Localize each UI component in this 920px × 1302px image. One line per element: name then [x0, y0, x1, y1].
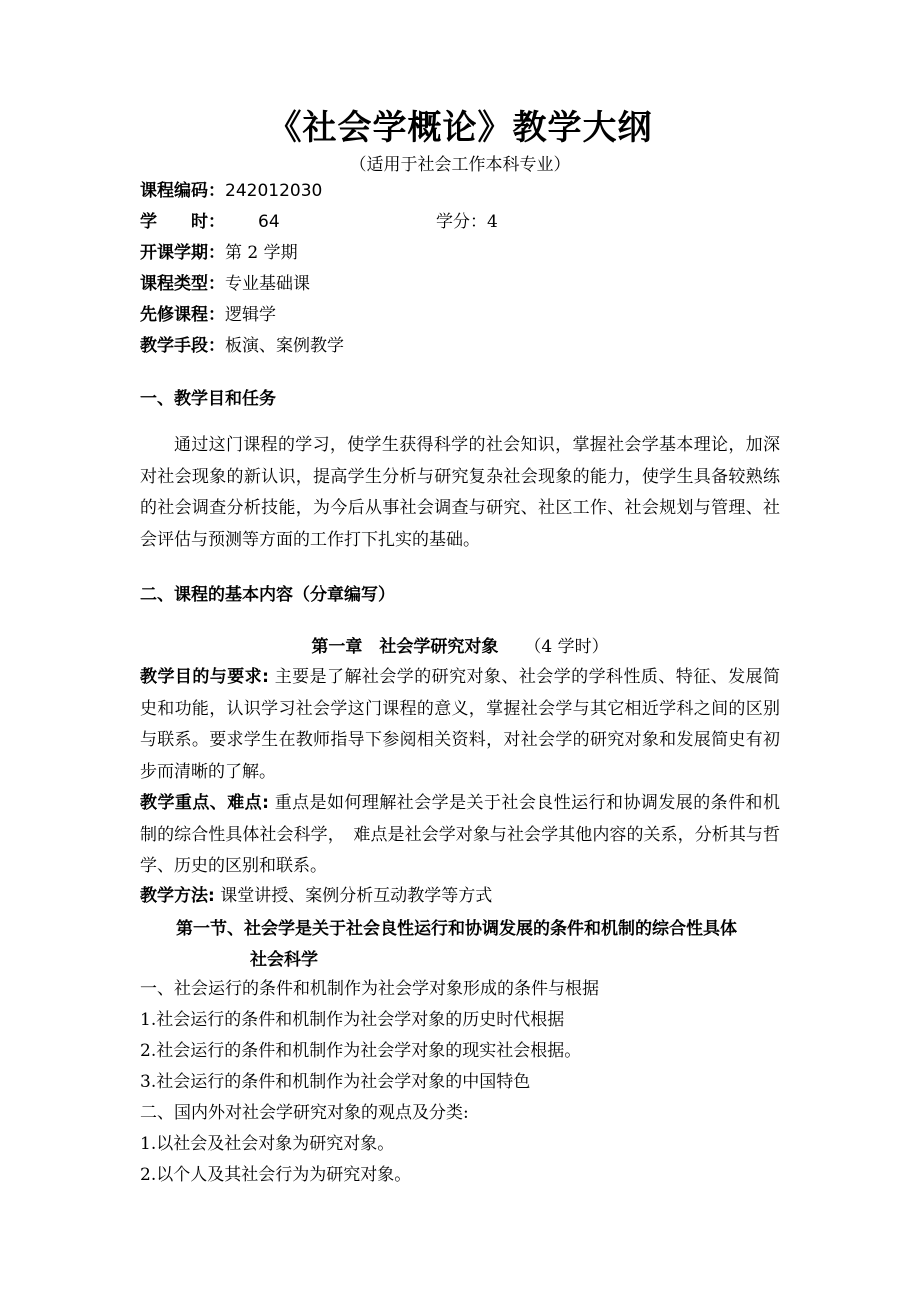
method-label: 教学手段：	[140, 336, 225, 356]
type-line	[140, 273, 310, 295]
term-label: 开课学期：	[140, 243, 225, 263]
method-value: 板演、案例教学	[225, 336, 344, 356]
prereq-value: 逻辑学	[225, 305, 276, 325]
outline-item: 3.社会运行的条件和机制作为社会学对象的中国特色	[140, 1072, 531, 1092]
teaching-method-body: 课堂讲授、案例分析互动教学等方式	[220, 886, 493, 906]
section-title	[176, 914, 786, 976]
outline-item: 2.社会运行的条件和机制作为社会学对象的现实社会根据。	[140, 1041, 582, 1061]
outline-item: 一、社会运行的条件和机制作为社会学对象形成的条件与根据	[140, 979, 599, 999]
prereq-label: 先修课程：	[140, 305, 225, 325]
outline-item: 二、国内外对社会学研究对象的观点及分类:	[140, 1103, 469, 1123]
document-subtitle: （适用于社会工作本科专业）	[349, 155, 571, 175]
section-two-heading: 二、课程的基本内容（分章编写）	[140, 585, 395, 605]
chapter-heading	[0, 636, 920, 658]
section-one-heading: 一、教学目和任务	[140, 389, 276, 409]
teaching-goal-body: 主要是了解社会学的研究对象、社会学的学科性质、特征、发展简史和功能，认识学习社会学这门课程的意义，掌握社会学与其它相近学科之间的区别与联系。要求学生在教师指导下参阅相关资料，对社会学的研究对象和发展简史有初步而清晰的了解。	[140, 667, 780, 782]
outline-item: 2.以个人及其社会行为为研究对象。	[140, 1165, 412, 1185]
course-code-label: 课程编码：	[140, 181, 225, 201]
chapter-hours: （4 学时）	[524, 637, 609, 657]
outline-item: 1.以社会及社会对象为研究对象。	[140, 1134, 395, 1154]
key-points-paragraph	[140, 788, 780, 883]
course-code-value: 242012030	[225, 181, 323, 201]
hours-value: 64	[258, 212, 280, 232]
course-code-line	[140, 180, 322, 202]
hours-label: 学 时：	[140, 212, 225, 232]
section-title-line2: 社会科学	[250, 950, 318, 970]
section-one-body: 通过这门课程的学习，使学生获得科学的社会知识，掌握社会学基本理论，加深对社会现象的新认识，提高学生分析与研究复杂社会现象的能力，使学生具备较熟练的社会调查分析技能，为今后从事社会调查与研究、社区工作、社会规划与管理、社会评估与预测等方面的工作打下扎实的基础。	[140, 435, 780, 550]
type-label: 课程类型：	[140, 274, 225, 294]
credit-label: 学分：	[436, 212, 487, 232]
teaching-goal-paragraph	[140, 662, 780, 788]
hours-line	[140, 211, 780, 233]
prereq-line	[140, 304, 276, 326]
method-line	[140, 335, 344, 357]
credit-value: 4	[487, 212, 498, 232]
term-line	[140, 242, 298, 264]
teaching-goal-label: 教学目的与要求:	[140, 667, 269, 687]
key-points-label: 教学重点、难点:	[140, 793, 269, 813]
document-title: 《社会学概论》教学大纲	[267, 108, 653, 148]
chapter-title: 第一章 社会学研究对象	[311, 637, 499, 657]
section-title-line1: 第一节、社会学是关于社会良性运行和协调发展的条件和机制的综合性具体	[176, 919, 737, 939]
outline-item: 1.社会运行的条件和机制作为社会学对象的历史时代根据	[140, 1010, 565, 1030]
type-value: 专业基础课	[225, 274, 310, 294]
key-points-body: 重点是如何理解社会学是关于社会良性运行和协调发展的条件和机制的综合性具体社会科学， 难点是社会学对象与社会学其他内容的关系，分析其与哲学、历史的区别和联系。	[140, 793, 780, 876]
term-value: 第 2 学期	[225, 243, 298, 263]
teaching-method-line	[140, 885, 492, 907]
teaching-method-label: 教学方法:	[140, 886, 215, 906]
